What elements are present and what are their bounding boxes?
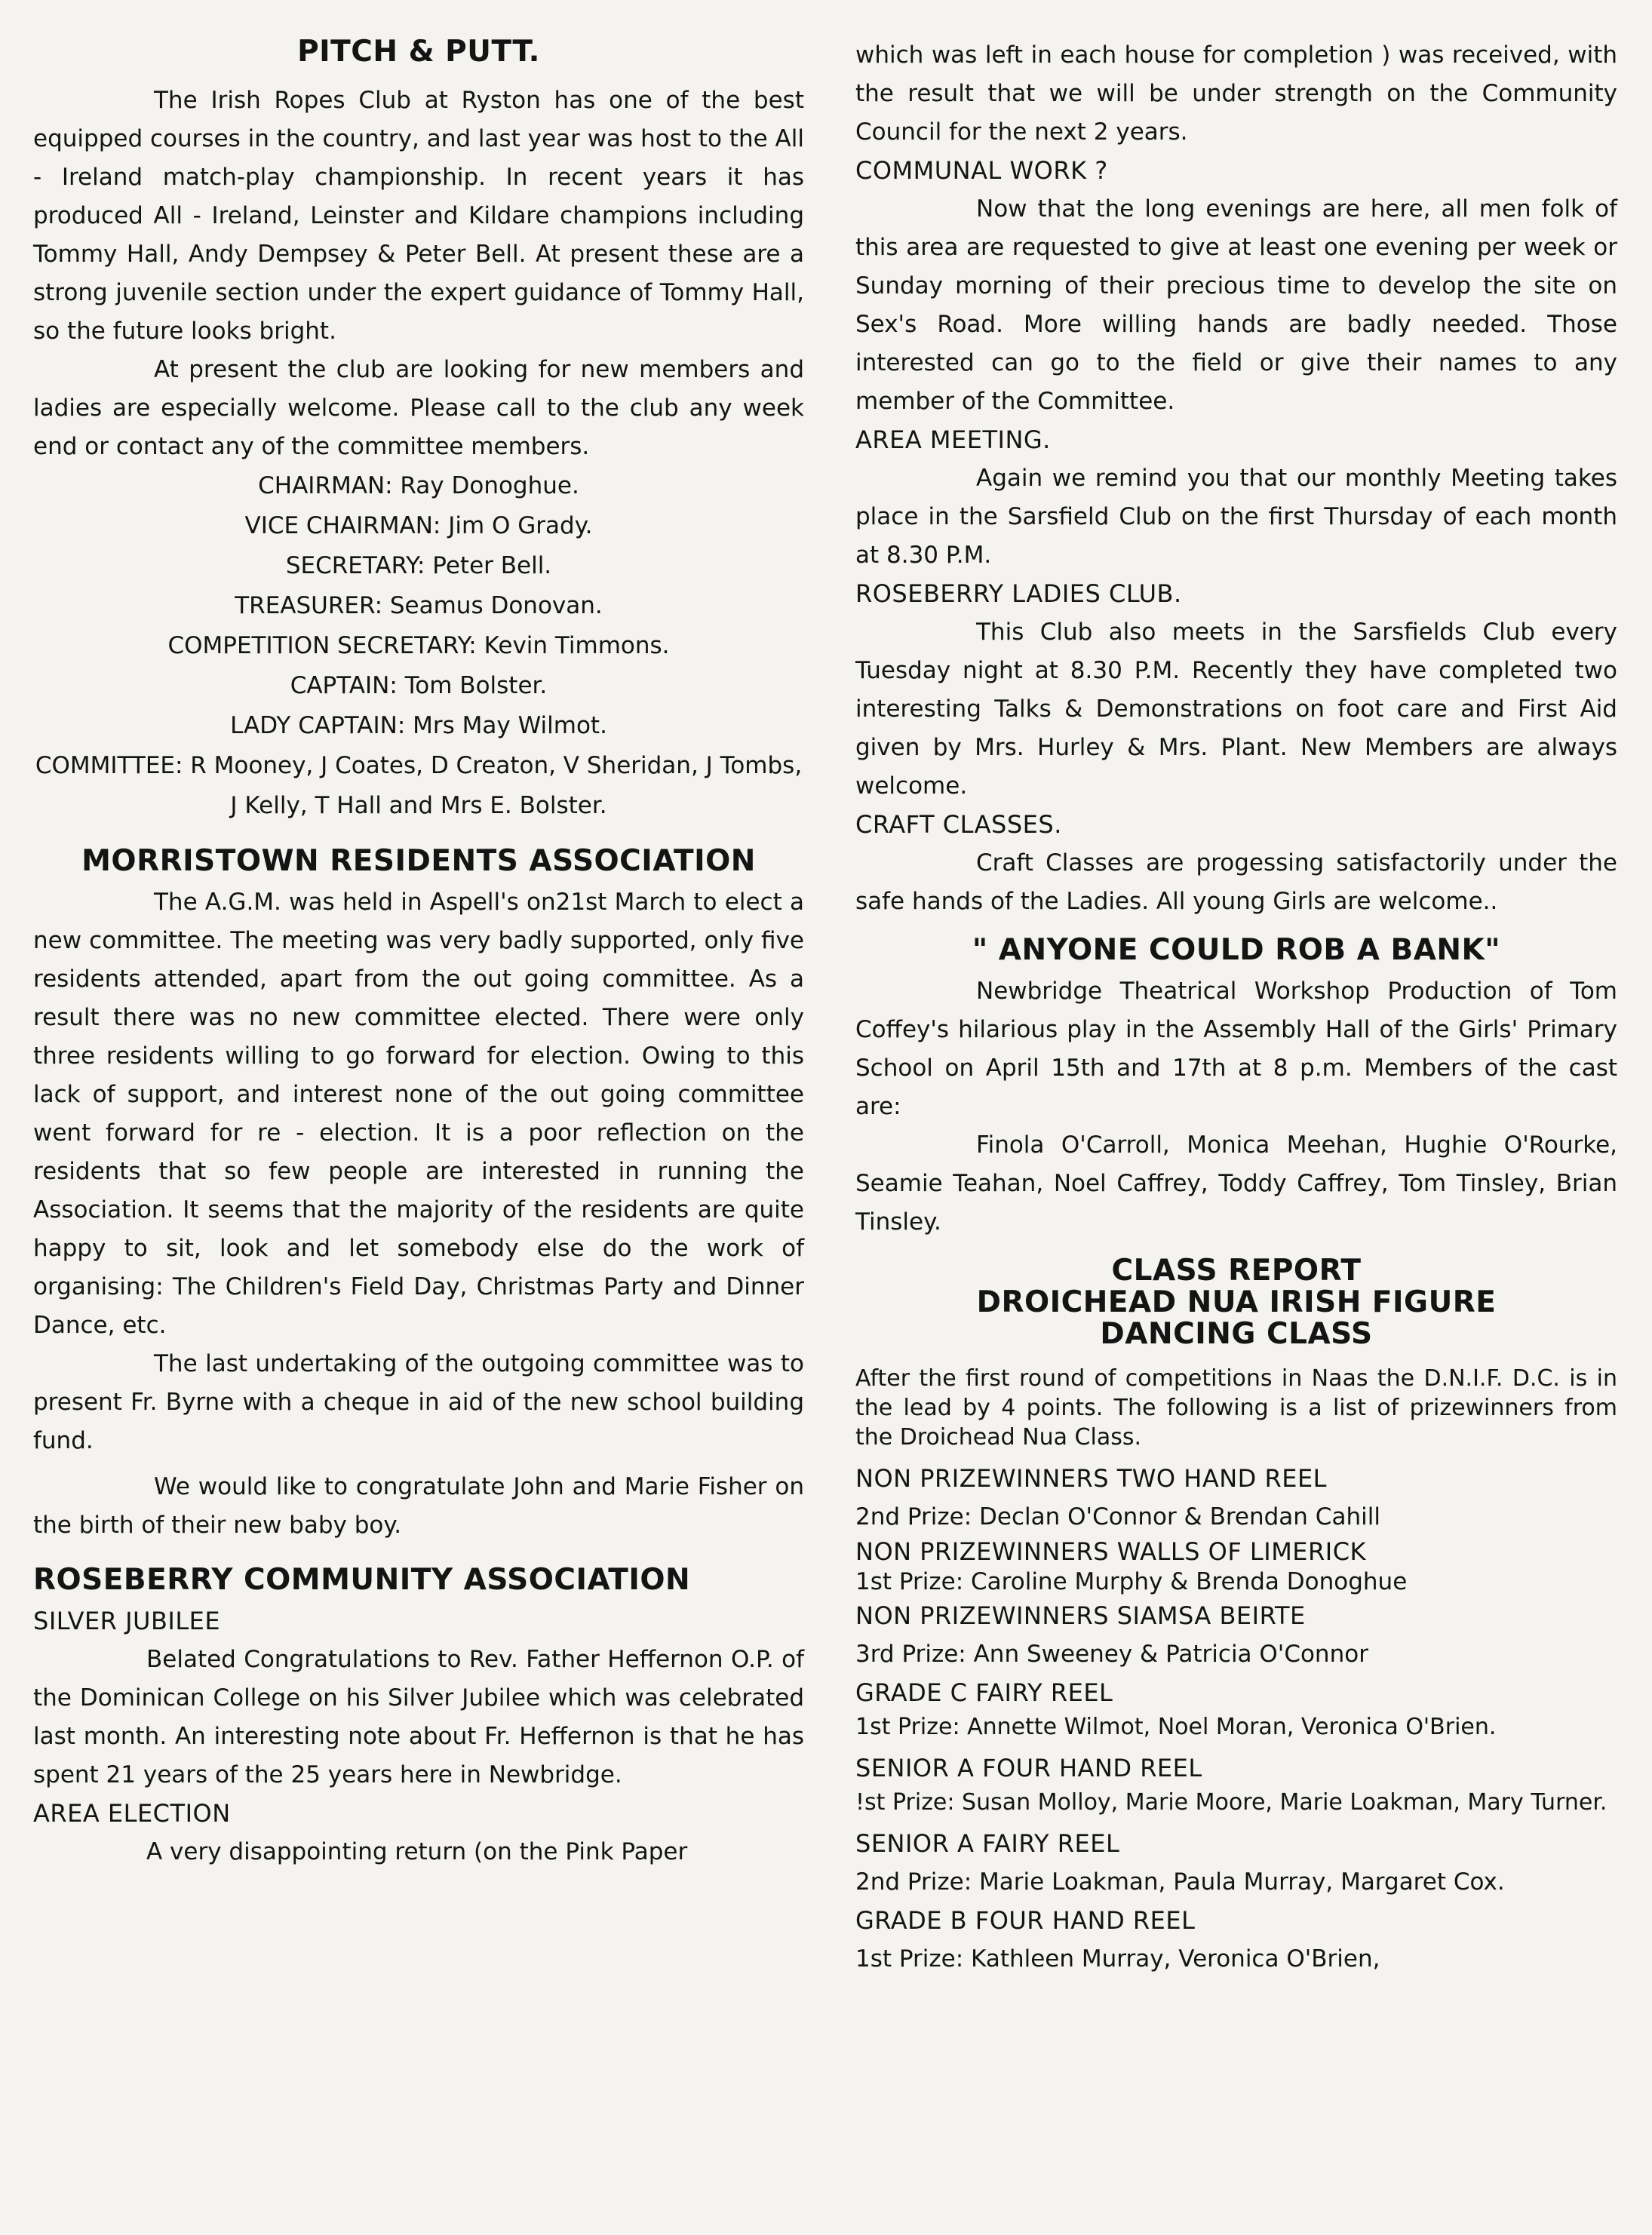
prize-winners: 2nd Prize: Declan O'Connor & Brendan Cahill xyxy=(855,1503,1380,1530)
prize-category: GRADE B FOUR HAND REEL xyxy=(855,1906,1196,1935)
craft-classes-paragraph: Craft Classes are progessing satisfactorily under the safe hands of the Ladies. All young Girls are welcome.. xyxy=(855,849,1617,915)
prize-winners: 1st Prize: Kathleen Murray, Veronica O'Brien, xyxy=(855,1945,1380,1973)
roseberry-heading: ROSEBERRY COMMUNITY ASSOCIATION xyxy=(33,1563,691,1597)
morristown-paragraph-3: We would like to congratulate John and Marie Fisher on the birth of their new baby boy. xyxy=(33,1473,804,1539)
ladies-club-paragraph: This Club also meets in the Sarsfields Club every Tuesday night at 8.30 P.M. Recently they have completed two interesting Talks & Demonstrations on foot care and First Aid given by Mrs. Hurley & Mrs. Plant. New Members are always welcome. xyxy=(855,619,1617,800)
prize-winners: 3rd Prize: Ann Sweeney & Patricia O'Connor xyxy=(855,1641,1368,1668)
prize-winners: 2nd Prize: Marie Loakman, Paula Murray, Margaret Cox. xyxy=(855,1868,1505,1896)
dancing-class-title: DROICHEAD NUA IRISH FIGURE xyxy=(976,1285,1497,1319)
right-column xyxy=(855,36,1617,1979)
class-report-title: CLASS REPORT xyxy=(1111,1254,1362,1288)
communal-work-paragraph: Now that the long evenings are here, all men folk of this area are requested to give at least one evening per week or Sunday morning of their precious time to develop the site on Sex's Road. More willing hands are badly needed. Those interested can go to the field or give their names to any member of the Committee. xyxy=(855,195,1617,415)
prize-winners: 1st Prize: Caroline Murphy & Brenda Donoghue xyxy=(855,1568,1408,1595)
communal-work-subheading: COMMUNAL WORK ? xyxy=(855,156,1108,185)
ladies-club-subheading: ROSEBERRY LADIES CLUB. xyxy=(855,579,1182,608)
prize-category: NON PRIZEWINNERS SIAMSA BEIRTE xyxy=(855,1601,1306,1630)
officer-chairman: CHAIRMAN: Ray Donoghue. xyxy=(258,472,579,499)
prize-category: SENIOR A FOUR HAND REEL xyxy=(855,1754,1202,1782)
area-election-paragraph: A very disappointing return (on the Pink Paper xyxy=(146,1838,688,1865)
officer-vice-chairman: VICE CHAIRMAN: Jim O Grady. xyxy=(244,512,593,539)
class-report-heading xyxy=(855,1255,1617,1350)
officer-committee: COMMITTEE: R Mooney, J Coates, D Creaton, V Sheridan, J Tombs, J Kelly, T Hall and Mrs E. Bolster. xyxy=(35,752,803,819)
officer-lady-captain: LADY CAPTAIN: Mrs May Wilmot. xyxy=(230,712,607,739)
area-meeting-paragraph: Again we remind you that our monthly Meeting takes place in the Sarsfield Club on the first Thursday of each month at 8.30 P.M. xyxy=(855,465,1617,569)
pitch-putt-paragraph-1: The Irish Ropes Club at Ryston has one of the best equipped courses in the country, and last year was host to the All - Ireland match-play championship. In recent years it has produced All - Ireland, Leinster and Kildare champions including Tommy Hall, Andy Dempsey & Peter Bell. At present these are a strong juvenile section under the expert guidance of Tommy Hall, so the future looks bright. xyxy=(33,87,804,345)
rob-a-bank-heading: " ANYONE COULD ROB A BANK" xyxy=(972,933,1501,967)
craft-classes-subheading: CRAFT CLASSES. xyxy=(855,810,1062,839)
prize-category: NON PRIZEWINNERS TWO HAND REEL xyxy=(855,1464,1327,1493)
officer-captain: CAPTAIN: Tom Bolster. xyxy=(290,672,548,699)
silver-jubilee-paragraph: Belated Congratulations to Rev. Father Heffernon O.P. of the Dominican College on his Silver Jubilee which was celebrated last month. An interesting note about Fr. Heffernon is that he has spent 21 years of the 25 years here in Newbridge. xyxy=(33,1646,804,1788)
prize-category: SENIOR A FAIRY REEL xyxy=(855,1829,1120,1858)
cast-list: Finola O'Carroll, Monica Meehan, Hughie O'Rourke, Seamie Teahan, Noel Caffrey, Toddy Caffrey, Tom Tinsley, Brian Tinsley. xyxy=(855,1131,1617,1236)
officer-secretary: SECRETARY: Peter Bell. xyxy=(285,552,552,579)
pitch-putt-paragraph-2: At present the club are looking for new members and ladies are especially welcome. Please call to the club any week end or contact any of the committee members. xyxy=(33,356,804,460)
silver-jubilee-subheading: SILVER JUBILEE xyxy=(33,1607,221,1635)
left-column xyxy=(33,30,804,1871)
area-election-continued: which was left in each house for completion ) was received, with the result that we will be under strength on the Community Council for the next 2 years. xyxy=(855,41,1617,146)
officer-competition-secretary: COMPETITION SECRETARY: Kevin Timmons. xyxy=(167,632,670,659)
prize-category: GRADE C FAIRY REEL xyxy=(855,1678,1113,1707)
prize-winners: 1st Prize: Annette Wilmot, Noel Moran, Veronica O'Brien. xyxy=(855,1714,1497,1740)
area-election-subheading: AREA ELECTION xyxy=(33,1799,231,1828)
area-meeting-subheading: AREA MEETING. xyxy=(855,425,1051,454)
prize-winners: !st Prize: Susan Molloy, Marie Moore, Marie Loakman, Mary Turner. xyxy=(855,1789,1607,1816)
pitch-putt-heading: PITCH & PUTT. xyxy=(297,35,540,69)
dancing-class-subtitle: DANCING CLASS xyxy=(1100,1317,1373,1351)
class-report-intro: After the first round of competitions in Naas the D.N.I.F. D.C. is in the lead by 4 points. The following is a list of prizewinners from the Droichead Nua Class. xyxy=(855,1365,1617,1451)
morristown-heading: MORRISTOWN RESIDENTS ASSOCIATION xyxy=(81,844,756,878)
morristown-paragraph-1: The A.G.M. was held in Aspell's on21st March to elect a new committee. The meeting was very badly supported, only five residents attended, apart from the out going committee. As a result there was no new committee elected. There were only three residents willing to go forward for election. Owing to this lack of support, and interest none of the out going committee went forward for re - election. It is a poor reflection on the residents that so few people are interested in running the Association. It seems that the majority of the residents are quite happy to sit, look and let somebody else do the work of organising: The Children's Field Day, Christmas Party and Dinner Dance, etc. xyxy=(33,889,804,1339)
prize-list xyxy=(855,1460,1617,1979)
prize-category: NON PRIZEWINNERS WALLS OF LIMERICK xyxy=(855,1537,1367,1566)
officer-treasurer: TREASURER: Seamus Donovan. xyxy=(235,592,603,619)
morristown-paragraph-2: The last undertaking of the outgoing committee was to present Fr. Byrne with a cheque in aid of the new school building fund. xyxy=(33,1350,804,1454)
officers-list xyxy=(33,466,804,826)
rob-a-bank-paragraph: Newbridge Theatrical Workshop Production of Tom Coffey's hilarious play in the Assembly Hall of the Girls' Primary School on April 15th and 17th at 8 p.m. Members of the cast are: xyxy=(855,978,1617,1120)
